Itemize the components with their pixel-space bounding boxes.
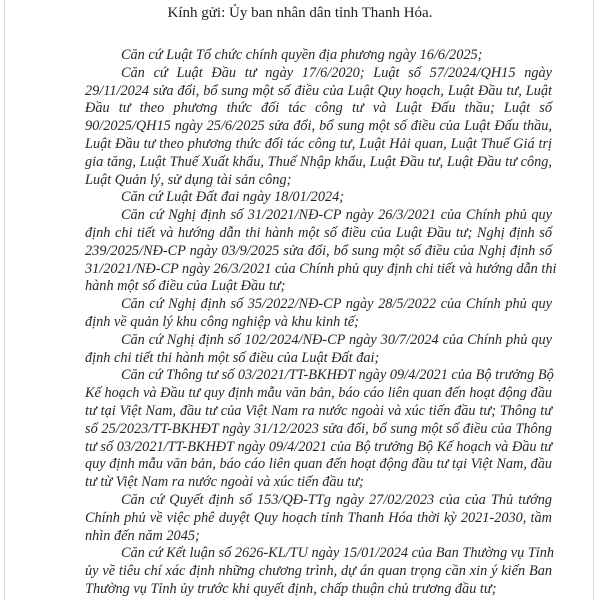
- text-line: Căn cứ Luật Đất đai ngày 18/01/2024;: [121, 189, 345, 206]
- text-line: tư từ Việt Nam ra nước ngoài và xúc tiến đầu tư;: [85, 474, 364, 491]
- text-line: 90/2025/QH15 ngày 25/6/2025 sửa đổi, bổ sung một số điều của Luật Đấu thầu,: [85, 118, 552, 135]
- legal-basis-paragraph: [85, 207, 557, 296]
- text-line: định chi tiết thi hành một số điều của Luật Đất đai;: [85, 349, 380, 366]
- legal-basis-paragraph: [85, 545, 555, 598]
- text-line: định chi tiết và hướng dẫn thi hành một số điều của Luật Đầu tư; Nghị định số: [85, 224, 552, 241]
- text-line: Căn cứ Quyết định số 153/QĐ-TTg ngày 27/02/2023 của của Thủ tướng: [121, 491, 552, 508]
- text-line: định về quản lý khu công nghiệp và khu kinh tế;: [85, 313, 359, 330]
- text-line: Luật Quản lý, sử dụng tài sản công;: [85, 171, 292, 188]
- legal-basis-paragraph: [85, 492, 552, 545]
- text-line: Chính phủ về việc phê duyệt Quy hoạch tỉnh Thanh Hóa thời kỳ 2021-2030, tầm: [85, 509, 552, 526]
- text-line: Thường vụ Tỉnh ủy trước khi quyết định, chấp thuận chủ trương đầu tư;: [85, 580, 497, 597]
- document-body: [85, 47, 557, 599]
- text-line: Căn cứ Nghị định số 102/2024/NĐ-CP ngày 30/7/2024 của Chính phủ quy: [121, 331, 552, 348]
- text-line: Căn cứ Luật Đầu tư ngày 17/6/2020; Luật số 57/2024/QH15 ngày: [121, 64, 552, 81]
- legal-basis-paragraph: [85, 332, 552, 368]
- text-line: tư số 03/2021/TT-BKHĐT ngày 09/4/2021 của Bộ trưởng Bộ Kế hoạch và Đầu tư: [85, 438, 552, 455]
- text-line: số 25/2023/TT-BKHĐT ngày 31/12/2023 sửa đổi, bổ sung một số điều của Thông: [85, 420, 552, 437]
- text-line: Căn cứ Luật Tổ chức chính quyền địa phương ngày 16/6/2025;: [121, 47, 483, 63]
- text-line: Căn cứ Thông tư số 03/2021/TT-BKHĐT ngày 09/4/2021 của Bộ trưởng Bộ: [121, 367, 554, 384]
- text-line: hành một số điều của Luật Đầu tư;: [85, 278, 286, 295]
- text-line: Kế hoạch và Đầu tư quy định mẫu văn bản, báo cáo liên quan đến hoạt động đầu: [85, 385, 552, 402]
- text-line: ủy về tiêu chí xác định những chương trình, dự án quan trọng cần xin ý kiến Ban: [85, 563, 552, 580]
- text-line: Đầu tư theo phương thức đối tác công tư và Luật Đấu thầu; Luật số: [85, 100, 552, 117]
- salutation: Kính gửi: Ủy ban nhân dân tỉnh Thanh Hóa.: [167, 5, 433, 21]
- legal-basis-paragraph: [85, 296, 552, 332]
- legal-basis-paragraph: [85, 65, 552, 190]
- text-line: Căn cứ Nghị định số 35/2022/NĐ-CP ngày 28/5/2022 của Chính phủ quy: [121, 296, 552, 313]
- legal-basis-paragraph: [85, 47, 552, 65]
- text-line: 31/2021/NĐ-CP ngày 26/3/2021 của Chính phủ quy định chi tiết và hướng dẫn thi: [85, 260, 557, 277]
- legal-basis-paragraph: [85, 189, 552, 207]
- text-line: Căn cứ Kết luận số 2626-KL/TU ngày 15/01/2024 của Ban Thường vụ Tỉnh: [121, 545, 555, 562]
- text-line: tư tại Việt Nam, đầu tư của Việt Nam ra nước ngoài và xúc tiến đầu tư; Thông tư: [85, 402, 552, 419]
- text-line: 29/11/2024 sửa đổi, bổ sung một số điều của Luật Quy hoạch, Luật Đầu tư, Luật: [85, 82, 552, 99]
- legal-basis-paragraph: [85, 367, 552, 492]
- text-line: 239/2025/NĐ-CP ngày 03/9/2025 sửa đổi, bổ sung một số điều của Nghị định số: [85, 242, 552, 259]
- text-line: nhìn đến năm 2045;: [85, 527, 200, 544]
- text-line: Căn cứ Nghị định số 31/2021/NĐ-CP ngày 26/3/2021 của Chính phủ quy: [121, 207, 552, 224]
- text-line: quy định mẫu văn bản, báo cáo liên quan đến hoạt động đầu tư tại Việt Nam, đầu: [85, 456, 552, 473]
- text-line: gia tăng, Luật Thuế Xuất khẩu, Thuế Nhập khẩu, Luật Đầu tư, Luật Đầu tư công,: [85, 153, 552, 170]
- text-line: Luật Đầu tư theo phương thức đối tác công tư, Luật Hải quan, Luật Thuế Giá trị: [85, 135, 552, 152]
